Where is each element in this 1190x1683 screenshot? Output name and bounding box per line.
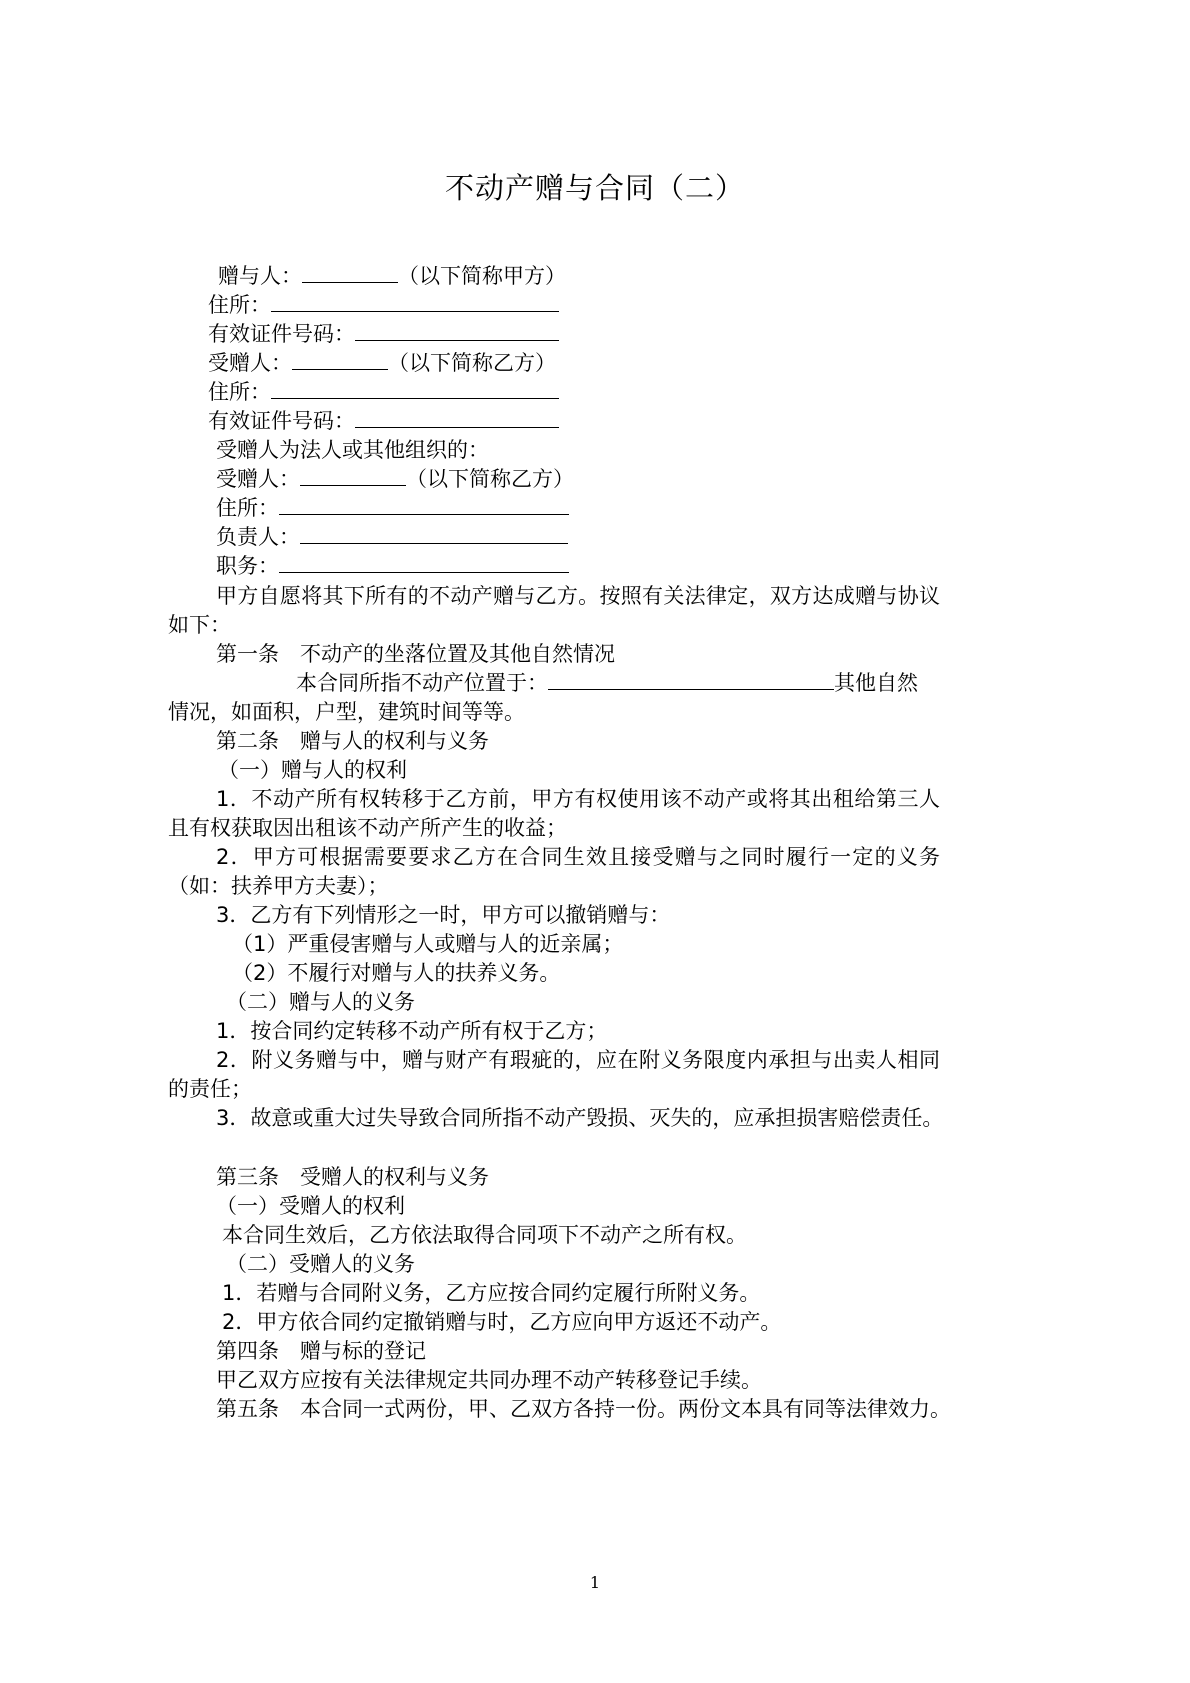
org-intro: 受赠人为法人或其他组织的：	[216, 438, 489, 462]
donor-line	[218, 262, 566, 290]
org-donee-line	[216, 465, 574, 493]
property-location-field[interactable]	[548, 669, 834, 690]
article-2-right-3-b: （2）不履行对赠与人的扶养义务。	[232, 961, 561, 985]
donee-address-field[interactable]	[271, 378, 559, 399]
article-3-right-1: 本合同生效后，乙方依法取得合同项下不动产之所有权。	[222, 1223, 747, 1247]
donor-suffix: （以下简称甲方）	[398, 264, 566, 288]
org-donee-name-field[interactable]	[300, 465, 406, 486]
article-2-right-3: 3．乙方有下列情形之一时，甲方可以撤销赠与：	[216, 903, 671, 927]
article-2-rights-heading: （一）赠与人的权利	[218, 758, 407, 782]
article-2-right-1-line-1: 1．不动产所有权转移于乙方前，甲方有权使用该不动产或将其出租给第三人	[216, 787, 940, 811]
donee-label: 受赠人：	[208, 351, 292, 375]
donee-suffix: （以下简称乙方）	[388, 351, 556, 375]
donor-id-field[interactable]	[355, 320, 559, 341]
article-1-details: 情况，如面积，户型，建筑时间等等。	[168, 700, 525, 724]
article-2-right-3-a: （1）严重侵害赠与人或赠与人的近亲属；	[232, 932, 624, 956]
article-4-text: 甲乙双方应按有关法律规定共同办理不动产转移登记手续。	[216, 1368, 762, 1392]
donor-address-field[interactable]	[271, 291, 559, 312]
article-4-heading: 第四条 赠与标的登记	[216, 1339, 426, 1363]
donee-id-line	[208, 407, 559, 435]
article-2-right-1-line-2: 且有权获取因出租该不动产所产生的收益；	[168, 816, 567, 840]
article-2-right-2-line-1: 2．甲方可根据需要要求乙方在合同生效且接受赠与之同时履行一定的义务	[216, 845, 940, 869]
donee-id-label: 有效证件号码：	[208, 409, 355, 433]
org-address-line	[216, 494, 569, 522]
donee-address-line	[208, 378, 559, 406]
org-address-field[interactable]	[279, 494, 569, 515]
article-2-obligation-1: 1．按合同约定转移不动产所有权于乙方；	[216, 1019, 608, 1043]
org-head-line	[216, 523, 568, 551]
article-2-obligation-3: 3．故意或重大过失导致合同所指不动产毁损、灭失的，应承担损害赔偿责任。	[216, 1106, 944, 1130]
intro-line-1: 甲方自愿将其下所有的不动产赠与乙方。按照有关法律定，双方达成赠与协议	[216, 584, 940, 608]
article-2-heading: 第二条 赠与人的权利与义务	[216, 729, 489, 753]
donee-name-field[interactable]	[292, 349, 388, 370]
org-head-label: 负责人：	[216, 525, 300, 549]
donor-label: 赠与人：	[218, 264, 302, 288]
article-2-obligation-2-line-2: 的责任；	[168, 1077, 252, 1101]
donee-address-label: 住所：	[208, 380, 271, 404]
article-3-heading: 第三条 受赠人的权利与义务	[216, 1165, 489, 1189]
article-3-rights-heading: （一）受赠人的权利	[216, 1194, 405, 1218]
article-1-location-line	[296, 669, 918, 697]
org-address-label: 住所：	[216, 496, 279, 520]
donor-address-line	[208, 291, 559, 319]
org-title-line	[216, 552, 569, 580]
article-2-obligation-2-line-1: 2．附义务赠与中，赠与财产有瑕疵的，应在附义务限度内承担与出卖人相同	[216, 1048, 940, 1072]
article-1-location-label: 本合同所指不动产位置于：	[296, 671, 548, 695]
org-head-field[interactable]	[300, 523, 568, 544]
article-3-obligations-heading: （二）受赠人的义务	[226, 1252, 415, 1276]
org-title-field[interactable]	[279, 552, 569, 573]
org-donee-suffix: （以下简称乙方）	[406, 467, 574, 491]
article-1-heading: 第一条 不动产的坐落位置及其他自然情况	[216, 642, 615, 666]
page-number: 1	[589, 1573, 601, 1592]
document-title: 不动产赠与合同（二）	[444, 171, 745, 205]
donee-line	[208, 349, 556, 377]
org-donee-label: 受赠人：	[216, 467, 300, 491]
article-2-right-2-line-2: （如：扶养甲方夫妻）；	[168, 874, 389, 898]
intro-line-2: 如下：	[168, 613, 231, 637]
donor-id-label: 有效证件号码：	[208, 322, 355, 346]
donor-id-line	[208, 320, 559, 348]
article-5-text: 第五条 本合同一式两份，甲、乙双方各持一份。两份文本具有同等法律效力。	[216, 1397, 951, 1421]
donor-address-label: 住所：	[208, 293, 271, 317]
article-3-obligation-2: 2．甲方依合同约定撤销赠与时，乙方应向甲方返还不动产。	[222, 1310, 782, 1334]
article-3-obligation-1: 1．若赠与合同附义务，乙方应按合同约定履行所附义务。	[222, 1281, 761, 1305]
org-title-label: 职务：	[216, 554, 279, 578]
article-1-other-label: 其他自然	[834, 671, 918, 695]
donor-name-field[interactable]	[302, 262, 398, 283]
donee-id-field[interactable]	[355, 407, 559, 428]
article-2-obligations-heading: （二）赠与人的义务	[226, 990, 415, 1014]
